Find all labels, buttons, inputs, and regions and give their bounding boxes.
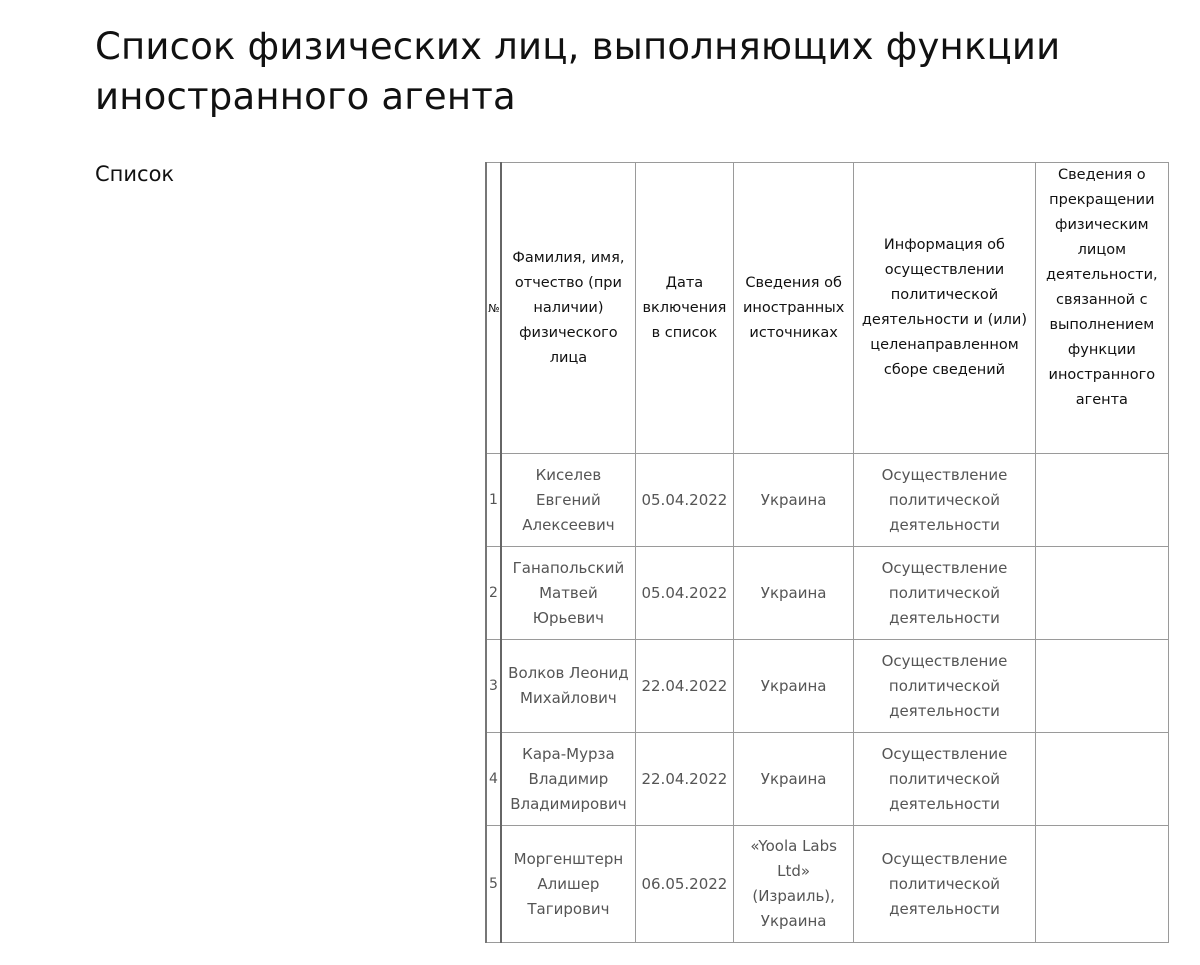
header-activity: Информация об осуществлении политической деятельности и (или) целенаправленном сборе сведений xyxy=(854,163,1035,454)
cell-termination xyxy=(1035,826,1168,943)
section-label: Список xyxy=(95,162,175,186)
page-title: Список физических лиц, выполняющих функции иностранного агента xyxy=(95,25,1061,118)
cell-sources: Украина xyxy=(734,454,854,547)
cell-name: Ганапольский Матвей Юрьевич xyxy=(501,547,635,640)
cell-num: 3 xyxy=(486,640,501,733)
header-sources: Сведения об иностранных источниках xyxy=(734,163,854,454)
cell-sources: Украина xyxy=(734,733,854,826)
cell-activity: Осуществление политической деятельности xyxy=(854,733,1035,826)
cell-activity: Осуществление политической деятельности xyxy=(854,640,1035,733)
table-header-row xyxy=(486,163,1169,454)
cell-num: 4 xyxy=(486,733,501,826)
table-row xyxy=(486,547,1169,640)
cell-date: 06.05.2022 xyxy=(635,826,733,943)
cell-name: Кара-Мурза Владимир Владимирович xyxy=(501,733,635,826)
cell-activity: Осуществление политической деятельности xyxy=(854,454,1035,547)
cell-termination xyxy=(1035,640,1168,733)
cell-sources: Украина xyxy=(734,640,854,733)
table-row xyxy=(486,826,1169,943)
header-date: Дата включения в список xyxy=(635,163,733,454)
cell-name: Волков Леонид Михайлович xyxy=(501,640,635,733)
cell-termination xyxy=(1035,547,1168,640)
cell-num: 1 xyxy=(486,454,501,547)
cell-num: 2 xyxy=(486,547,501,640)
cell-sources: Украина xyxy=(734,547,854,640)
cell-date: 22.04.2022 xyxy=(635,733,733,826)
cell-date: 05.04.2022 xyxy=(635,547,733,640)
foreign-agents-table xyxy=(485,162,1169,943)
cell-date: 22.04.2022 xyxy=(635,640,733,733)
cell-name: Киселев Евгений Алексеевич xyxy=(501,454,635,547)
cell-termination xyxy=(1035,733,1168,826)
header-termination: Сведения о прекращении физическим лицом деятельности, связанной с выполнением функции иностранного агента xyxy=(1035,163,1168,454)
header-name: Фамилия, имя, отчество (при наличии) физического лица xyxy=(501,163,635,454)
cell-termination xyxy=(1035,454,1168,547)
table-row xyxy=(486,733,1169,826)
cell-date: 05.04.2022 xyxy=(635,454,733,547)
cell-num: 5 xyxy=(486,826,501,943)
cell-activity: Осуществление политической деятельности xyxy=(854,826,1035,943)
table-row xyxy=(486,640,1169,733)
table-row xyxy=(486,454,1169,547)
cell-sources: «Yoola Labs Ltd» (Израиль), Украина xyxy=(734,826,854,943)
cell-activity: Осуществление политической деятельности xyxy=(854,547,1035,640)
cell-name: Моргенштерн Алишер Тагирович xyxy=(501,826,635,943)
header-num: № xyxy=(486,163,501,454)
